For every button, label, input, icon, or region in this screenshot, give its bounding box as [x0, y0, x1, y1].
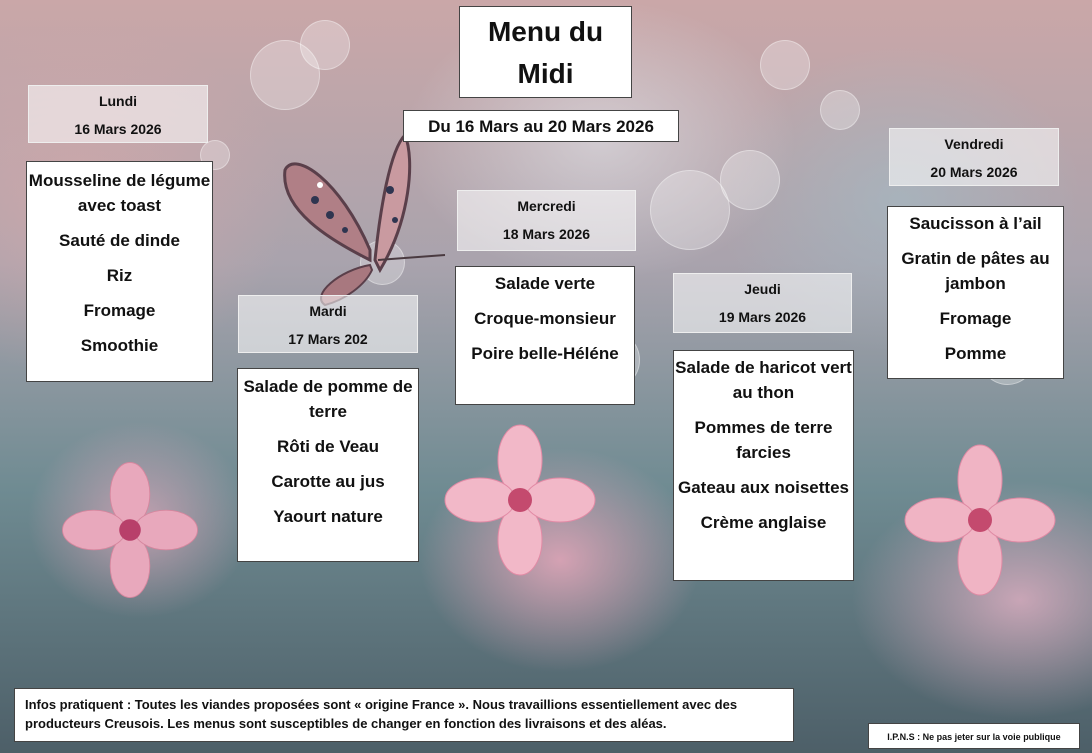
day-date: 19 Mars 2026 — [718, 309, 807, 325]
menu-box-tuesday — [237, 368, 419, 562]
page-title: Menu du Midi — [459, 6, 632, 98]
day-header-thursday — [673, 273, 852, 333]
day-name: Vendredi — [944, 136, 1004, 152]
dish-item: Mousseline de légume avec toast — [28, 171, 211, 215]
dish-item: Crème anglaise — [700, 513, 827, 532]
cherry-blossom-illustration — [40, 440, 220, 620]
dish-item: Pomme — [944, 344, 1007, 363]
day-date: 16 Mars 2026 — [74, 121, 162, 137]
practical-info-note: Infos pratiquent : Toutes les viandes proposées sont « origine France ». Nous travaillions essentiellement avec des producteurs Creusois. Les menus sont susceptibles de changer en fonction des livraisons et des aléas. — [14, 688, 794, 742]
day-header-monday — [28, 85, 208, 143]
cherry-blossom-illustration — [880, 420, 1080, 620]
dish-item: Gratin de pâtes au jambon — [901, 249, 1050, 293]
day-date: 18 Mars 2026 — [502, 226, 591, 242]
dish-item: Gateau aux noisettes — [677, 478, 849, 497]
dish-item: Salade verte — [494, 274, 596, 293]
dish-item: Rôti de Veau — [276, 437, 380, 456]
dish-item: Fromage — [83, 301, 156, 320]
menu-box-monday — [26, 161, 213, 382]
day-header-friday — [889, 128, 1059, 186]
week-date-range: Du 16 Mars au 20 Mars 2026 — [403, 110, 679, 142]
dish-item: Riz — [106, 266, 133, 285]
day-date: 20 Mars 2026 — [930, 164, 1018, 180]
dish-item: Saucisson à l’ail — [909, 214, 1042, 233]
dish-item: Salade de haricot vert au thon — [675, 358, 852, 402]
cherry-blossom-illustration — [420, 400, 620, 600]
day-name: Mercredi — [517, 198, 576, 214]
butterfly-illustration — [270, 130, 450, 310]
dish-item: Smoothie — [80, 336, 159, 355]
menu-box-thursday — [673, 350, 854, 581]
dish-item: Yaourt nature — [273, 507, 383, 526]
day-name: Mardi — [309, 303, 347, 319]
dish-item: Croque-monsieur — [474, 309, 616, 328]
day-name: Jeudi — [744, 281, 781, 297]
dish-item: Fromage — [939, 309, 1012, 328]
dish-item: Poire belle-Héléne — [471, 344, 619, 363]
dish-item: Carotte au jus — [271, 472, 385, 491]
dish-item: Pommes de terre farcies — [694, 418, 833, 462]
dish-item: Sauté de dinde — [59, 231, 180, 250]
day-name: Lundi — [98, 93, 138, 109]
ipns-notice: I.P.N.S : Ne pas jeter sur la voie publique — [868, 723, 1080, 749]
menu-box-wednesday — [455, 266, 635, 405]
day-header-wednesday — [457, 190, 636, 251]
day-header-tuesday — [238, 295, 418, 353]
menu-box-friday — [887, 206, 1064, 379]
dish-item: Salade de pomme de terre — [243, 377, 413, 421]
day-date: 17 Mars 202 — [288, 331, 368, 347]
